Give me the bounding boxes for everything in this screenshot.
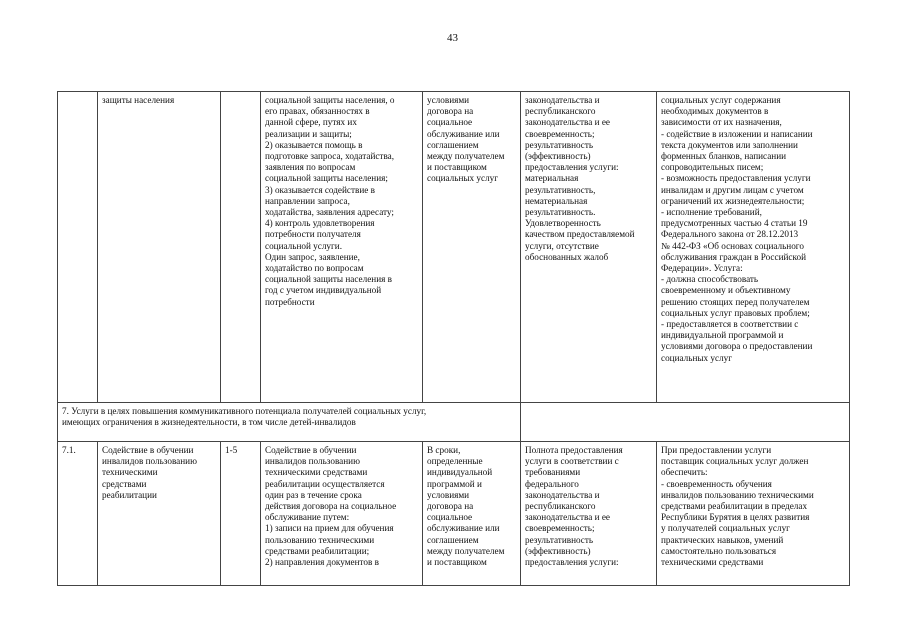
cell-description: Содействие в обучении инвалидов пользованию техническими средствами реабилитации осуществляется один раз в течение срока действия договора на социальное обслуживание путем: 1) записи на прием для обучения пользованию техническими средствами реабилитации; 2) направления документов в <box>261 442 423 586</box>
cell-conditions: При предоставлении услуги поставщик социальных услуг должен обеспечить: - своевременность обучения инвалидов пользованию техническими средствами реабилитации в пределах Республики Бурятия в целях развития у получателей социальных услуг практических навыков, умений самостоятельно пользоваться техническими средствами <box>657 442 850 586</box>
services-table <box>57 91 850 586</box>
table-row <box>58 442 850 586</box>
section-title: 7. Услуги в целях повышения коммуникативного потенциала получателей социальных услуг, имеющих ограничения в жизнедеятельности, в том числе детей-инвалидов <box>58 403 521 442</box>
cell-indicators: Полнота предоставления услуги в соответствии с требованиями федерального законодательства и республиканского законодательства и ее своевременность; результативность (эффективность) предоставления услуги: <box>521 442 657 586</box>
cell-terms: В сроки, определенные индивидуальной программой и условиями договора на социальное обслуживание или соглашением между получателем и поставщиком <box>423 442 521 586</box>
page-number: 43 <box>447 32 458 44</box>
cell-service-name: защиты населения <box>98 92 221 403</box>
cell-terms: условиями договора на социальное обслуживание или соглашением между получателем и поставщиком социальных услуг <box>423 92 521 403</box>
cell-conditions: социальных услуг содержания необходимых документов в зависимости от их назначения, - содействие в изложении и написании текста документов или заполнении форменных бланков, написании сопроводительных писем; - возможность предоставления услуги инвалидам и другим лицам с учетом ограничений их жизнедеятельности; - исполнение требований, предусмотренных частью 4 статьи 19 Федерального закона от 28.12.2013 № 442-ФЗ «Об основах социального обслуживания граждан в Российской Федерации». Услуга: - должна способствовать своевременному и объективному решению стоящих перед получателем социальных услуг правовых проблем; - предоставляется в соответствии с индивидуальной программой и условиями договора о предоставлении социальных услуг <box>657 92 850 403</box>
section-row <box>58 403 850 442</box>
cell-period: 1-5 <box>221 442 261 586</box>
table-row <box>58 92 850 403</box>
cell-indicators: законодательства и республиканского законодательства и ее своевременность; результативность (эффективность) предоставления услуги: материальная результативность, нематериальная результативность. Удовлетворенность качеством предоставляемой услуги, отсутствие обоснованных жалоб <box>521 92 657 403</box>
cell-period <box>221 92 261 403</box>
cell-number <box>58 92 98 403</box>
cell-service-name: Содействие в обучении инвалидов пользованию техническими средствами реабилитации <box>98 442 221 586</box>
cell-number: 7.1. <box>58 442 98 586</box>
cell-description: социальной защиты населения, о его правах, обязанностях в данной сфере, путях их реализации и защиты; 2) оказывается помощь в подготовке запроса, ходатайства, заявления по вопросам социальной защиты населения; 3) оказывается содействие в направлении запроса, ходатайства, заявления адресату; 4) контроль удовлетворения потребности получателя социальной услуги. Один запрос, заявление, ходатайство по вопросам социальной защиты населения в год с учетом индивидуальной потребности <box>261 92 423 403</box>
section-empty-cell <box>521 403 850 442</box>
